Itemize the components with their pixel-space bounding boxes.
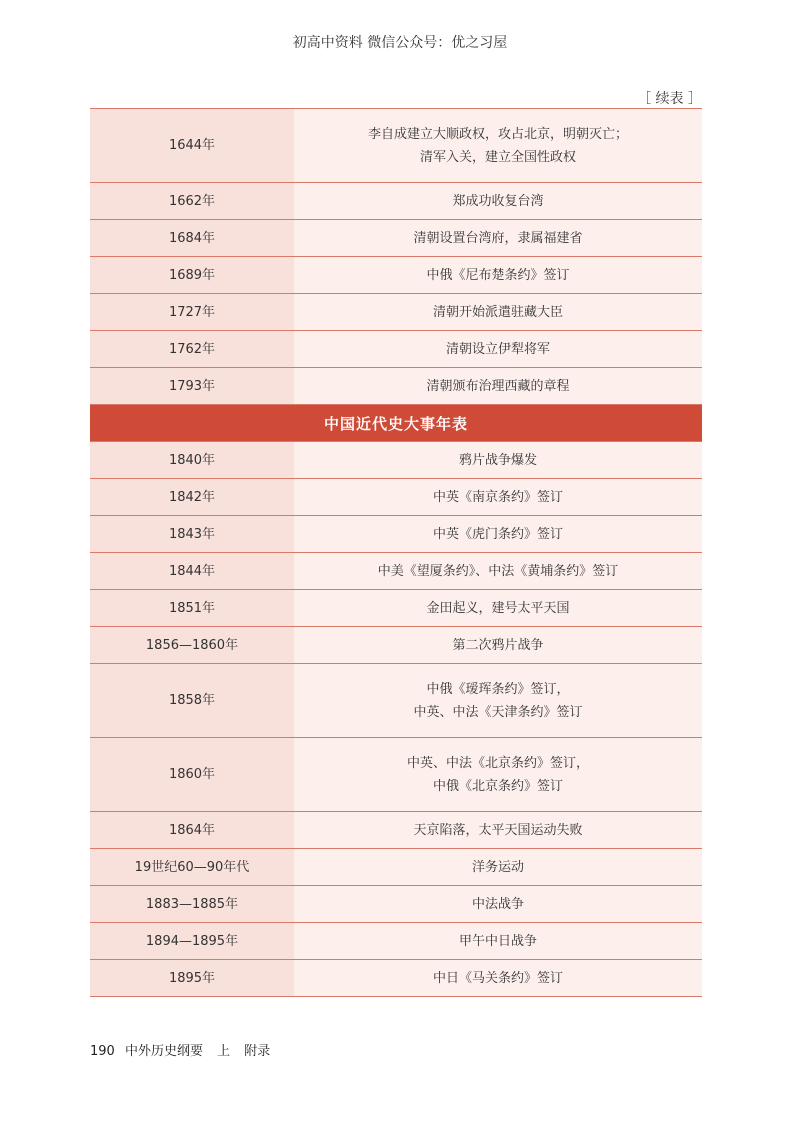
event-line: 天京陷落，太平天国运动失败 [413, 822, 583, 838]
event-cell [294, 331, 702, 367]
header-note: 初高中资料 微信公众号：优之习屋 [292, 35, 508, 51]
table-row [90, 553, 702, 590]
event-cell [294, 590, 702, 626]
event-line: 中英、中法《天津条约》签订 [413, 704, 583, 720]
page-footer [90, 1040, 270, 1059]
event-cell [294, 442, 702, 478]
year-cell: 1684年 [90, 220, 294, 256]
event-line: 金田起义，建号太平天国 [426, 600, 570, 616]
event-line: 中日《马关条约》签订 [432, 970, 563, 986]
event-cell [294, 294, 702, 330]
table-row [90, 220, 702, 257]
table-row [90, 294, 702, 331]
event-line: 中俄《尼布楚条约》签订 [426, 267, 570, 283]
year-cell: 1860年 [90, 738, 294, 811]
year-cell: 19世纪60—90年代 [90, 849, 294, 885]
event-line: 中英《虎门条约》签订 [432, 526, 563, 542]
year-cell: 1793年 [90, 368, 294, 404]
chronology-table [90, 108, 702, 997]
table-row [90, 664, 702, 738]
table-row [90, 257, 702, 294]
year-cell: 1689年 [90, 257, 294, 293]
volume-label: 上 [217, 1044, 231, 1059]
event-line: 中英《南京条约》签订 [432, 489, 563, 505]
event-cell [294, 553, 702, 589]
event-cell [294, 516, 702, 552]
event-line: 中英、中法《北京条约》签订， [406, 755, 589, 771]
table-row [90, 368, 702, 405]
event-cell [294, 849, 702, 885]
event-cell [294, 368, 702, 404]
year-cell: 1727年 [90, 294, 294, 330]
table-row [90, 331, 702, 368]
event-line: 清军入关，建立全国性政权 [419, 149, 576, 165]
year-cell: 1856—1860年 [90, 627, 294, 663]
year-cell: 1844年 [90, 553, 294, 589]
table-row [90, 479, 702, 516]
year-cell: 1851年 [90, 590, 294, 626]
year-cell: 1840年 [90, 442, 294, 478]
section-header [90, 405, 702, 442]
year-cell: 1895年 [90, 960, 294, 996]
event-line: 中俄《北京条约》签订 [432, 778, 563, 794]
continued-label: ［ 续表 ］ [637, 91, 702, 107]
table-row [90, 109, 702, 183]
table-row [90, 960, 702, 997]
event-line: 清朝设立伊犁将军 [445, 341, 550, 357]
year-cell: 1883—1885年 [90, 886, 294, 922]
table-row [90, 849, 702, 886]
table-row [90, 183, 702, 220]
year-cell: 1843年 [90, 516, 294, 552]
event-cell [294, 183, 702, 219]
event-cell [294, 479, 702, 515]
year-cell: 1662年 [90, 183, 294, 219]
event-line: 郑成功收复台湾 [452, 193, 544, 209]
event-cell [294, 220, 702, 256]
table-row [90, 812, 702, 849]
event-line: 甲午中日战争 [458, 933, 537, 949]
table-row [90, 516, 702, 553]
year-cell: 1842年 [90, 479, 294, 515]
section-label: 附录 [244, 1044, 271, 1059]
event-line: 中俄《瑷珲条约》签订， [426, 681, 570, 697]
event-cell [294, 923, 702, 959]
event-cell [294, 738, 702, 811]
event-cell [294, 960, 702, 996]
table-row [90, 442, 702, 479]
year-cell: 1762年 [90, 331, 294, 367]
event-cell [294, 627, 702, 663]
table-row [90, 886, 702, 923]
table-row [90, 738, 702, 812]
event-line: 鸦片战争爆发 [458, 452, 537, 468]
table-row [90, 923, 702, 960]
year-cell: 1644年 [90, 109, 294, 182]
event-line: 洋务运动 [471, 859, 524, 875]
year-cell: 1894—1895年 [90, 923, 294, 959]
event-cell [294, 109, 702, 182]
event-line: 中美《望厦条约》、中法《黄埔条约》签订 [377, 563, 619, 579]
event-line: 李自成建立大顺政权，攻占北京，明朝灭亡； [367, 126, 628, 142]
event-cell [294, 812, 702, 848]
event-cell [294, 664, 702, 737]
table-row [90, 590, 702, 627]
event-line: 清朝设置台湾府，隶属福建省 [413, 230, 583, 246]
book-title: 中外历史纲要 [124, 1044, 203, 1059]
year-cell: 1858年 [90, 664, 294, 737]
event-line: 清朝开始派遣驻藏大臣 [432, 304, 563, 320]
section-title: 中国近代史大事年表 [323, 414, 468, 433]
event-line: 第二次鸦片战争 [452, 637, 544, 653]
year-cell: 1864年 [90, 812, 294, 848]
event-cell [294, 257, 702, 293]
event-cell [294, 886, 702, 922]
event-line: 清朝颁布治理西藏的章程 [426, 378, 570, 394]
table-row [90, 627, 702, 664]
page-number: 190 [90, 1044, 115, 1059]
event-line: 中法战争 [471, 896, 524, 912]
